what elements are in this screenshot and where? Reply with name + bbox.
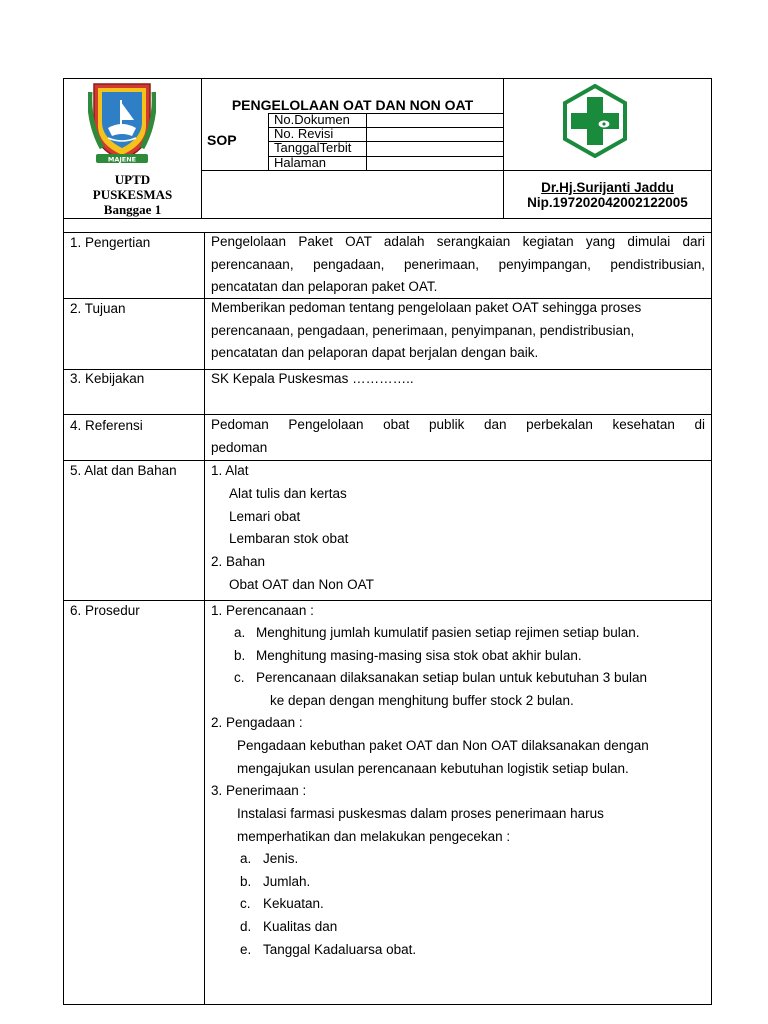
regional-logo: [88, 82, 156, 166]
bahan-heading: 2. Bahan: [211, 554, 266, 569]
institution-name: [64, 172, 201, 217]
tujuan-line: perencanaan, pengadaan, penerimaan, penyimpanan, pendistribusian,: [211, 322, 635, 338]
pengertian-line: Pengelolaan Paket OAT adalah serangkaian kegiatan yang dimulai dari: [211, 234, 705, 249]
section-body-kebijakan: SK Kepala Puskesmas …………..: [211, 371, 414, 386]
pengertian-line: pencatatan dan pelaporan paket OAT.: [211, 279, 438, 294]
section-body-referensi: [211, 414, 705, 459]
perencanaan-item: Perencanaan dilaksanakan setiap bulan untuk kebutuhan 3 bulan: [256, 670, 648, 685]
perencanaan-heading: 1. Perencanaan :: [211, 603, 314, 618]
sop-title: PENGELOLAAN OAT DAN NON OAT: [231, 97, 474, 113]
logo-banner-text: MAJENE: [107, 155, 137, 164]
section-body-tujuan: [211, 297, 705, 365]
referensi-line: Pedoman Pengelolaan obat publik dan perbekalan kesehatan di: [211, 417, 705, 432]
penerimaan-item: Tanggal Kadaluarsa obat.: [263, 942, 417, 957]
referensi-line: pedoman: [211, 439, 268, 455]
section-label-alat-bahan: 5. Alat dan Bahan: [70, 463, 177, 478]
alat-heading: 1. Alat: [211, 463, 249, 478]
penerimaan-heading: 3. Penerimaan :: [211, 783, 307, 798]
penerimaan-line: memperhatikan dan melakukan pengecekan :: [237, 829, 511, 844]
doc-field-halaman: Halaman: [274, 155, 327, 170]
perencanaan-item: Menghitung masing-masing sisa stok obat akhir bulan.: [256, 648, 582, 663]
doc-field-no-dokumen: No.Dokumen: [274, 112, 350, 127]
penerimaan-item: Kekuatan.: [263, 896, 324, 911]
pengadaan-heading: 2. Pengadaan :: [211, 715, 303, 730]
perencanaan-marker: a.: [234, 625, 246, 640]
penerimaan-marker: a.: [240, 851, 252, 866]
penerimaan-item: Jumlah.: [263, 874, 311, 889]
signatory-name: Dr.Hj.Surijanti Jaddu: [541, 180, 674, 195]
doc-field-no-revisi: No. Revisi: [274, 126, 334, 141]
penerimaan-item: Jenis.: [263, 851, 299, 866]
pengadaan-line: mengajukan usulan perencanaan kebutuhan logistik setiap bulan.: [237, 761, 629, 776]
institution-line-3: Banggae 1: [103, 202, 162, 217]
perencanaan-item-continuation: ke depan dengan menghitung buffer stock 2 bulan.: [270, 693, 574, 708]
section-label-prosedur: 6. Prosedur: [70, 603, 140, 618]
penerimaan-line: Instalasi farmasi puskesmas dalam proses penerimaan harus: [237, 806, 604, 821]
pengadaan-line: Pengadaan kebuthan paket OAT dan Non OAT dilaksanakan dengan: [237, 738, 649, 753]
penerimaan-marker: e.: [240, 942, 252, 957]
doc-field-tanggal-terbit: TanggalTerbit: [274, 140, 352, 155]
section-label-tujuan: 2. Tujuan: [70, 301, 126, 316]
penerimaan-marker: c.: [240, 896, 251, 911]
sop-label: SOP: [207, 132, 237, 148]
tujuan-line: pencatatan dan pelaporan dapat berjalan dengan baik.: [211, 345, 539, 360]
penerimaan-item: Kualitas dan: [263, 919, 338, 934]
alat-item: Lembaran stok obat: [229, 531, 349, 546]
perencanaan-marker: b.: [234, 648, 246, 663]
institution-line-1: UPTD: [114, 172, 151, 187]
perencanaan-marker: c.: [234, 670, 245, 685]
tujuan-line: Memberikan pedoman tentang pengelolaan paket OAT sehingga proses: [211, 300, 642, 315]
section-body-pengertian: [211, 231, 705, 299]
institution-line-2: PUSKESMAS: [92, 187, 173, 202]
puskesmas-logo: [558, 84, 632, 158]
alat-item: Alat tulis dan kertas: [229, 486, 347, 501]
penerimaan-marker: b.: [240, 874, 252, 889]
bahan-item: Obat OAT dan Non OAT: [229, 577, 374, 592]
alat-item: Lemari obat: [229, 509, 301, 524]
section-label-pengertian: 1. Pengertian: [70, 235, 151, 250]
penerimaan-marker: d.: [240, 919, 252, 934]
perencanaan-item: Menghitung jumlah kumulatif pasien setiap rejimen setiap bulan.: [256, 625, 640, 640]
section-label-kebijakan: 3. Kebijakan: [70, 371, 145, 386]
pengertian-line: perencanaan, pengadaan, penerimaan, penyimpangan, pendistribusian,: [211, 256, 705, 272]
section-label-referensi: 4. Referensi: [70, 418, 143, 433]
signatory-nip: Nip.197202042002122005: [527, 195, 688, 210]
